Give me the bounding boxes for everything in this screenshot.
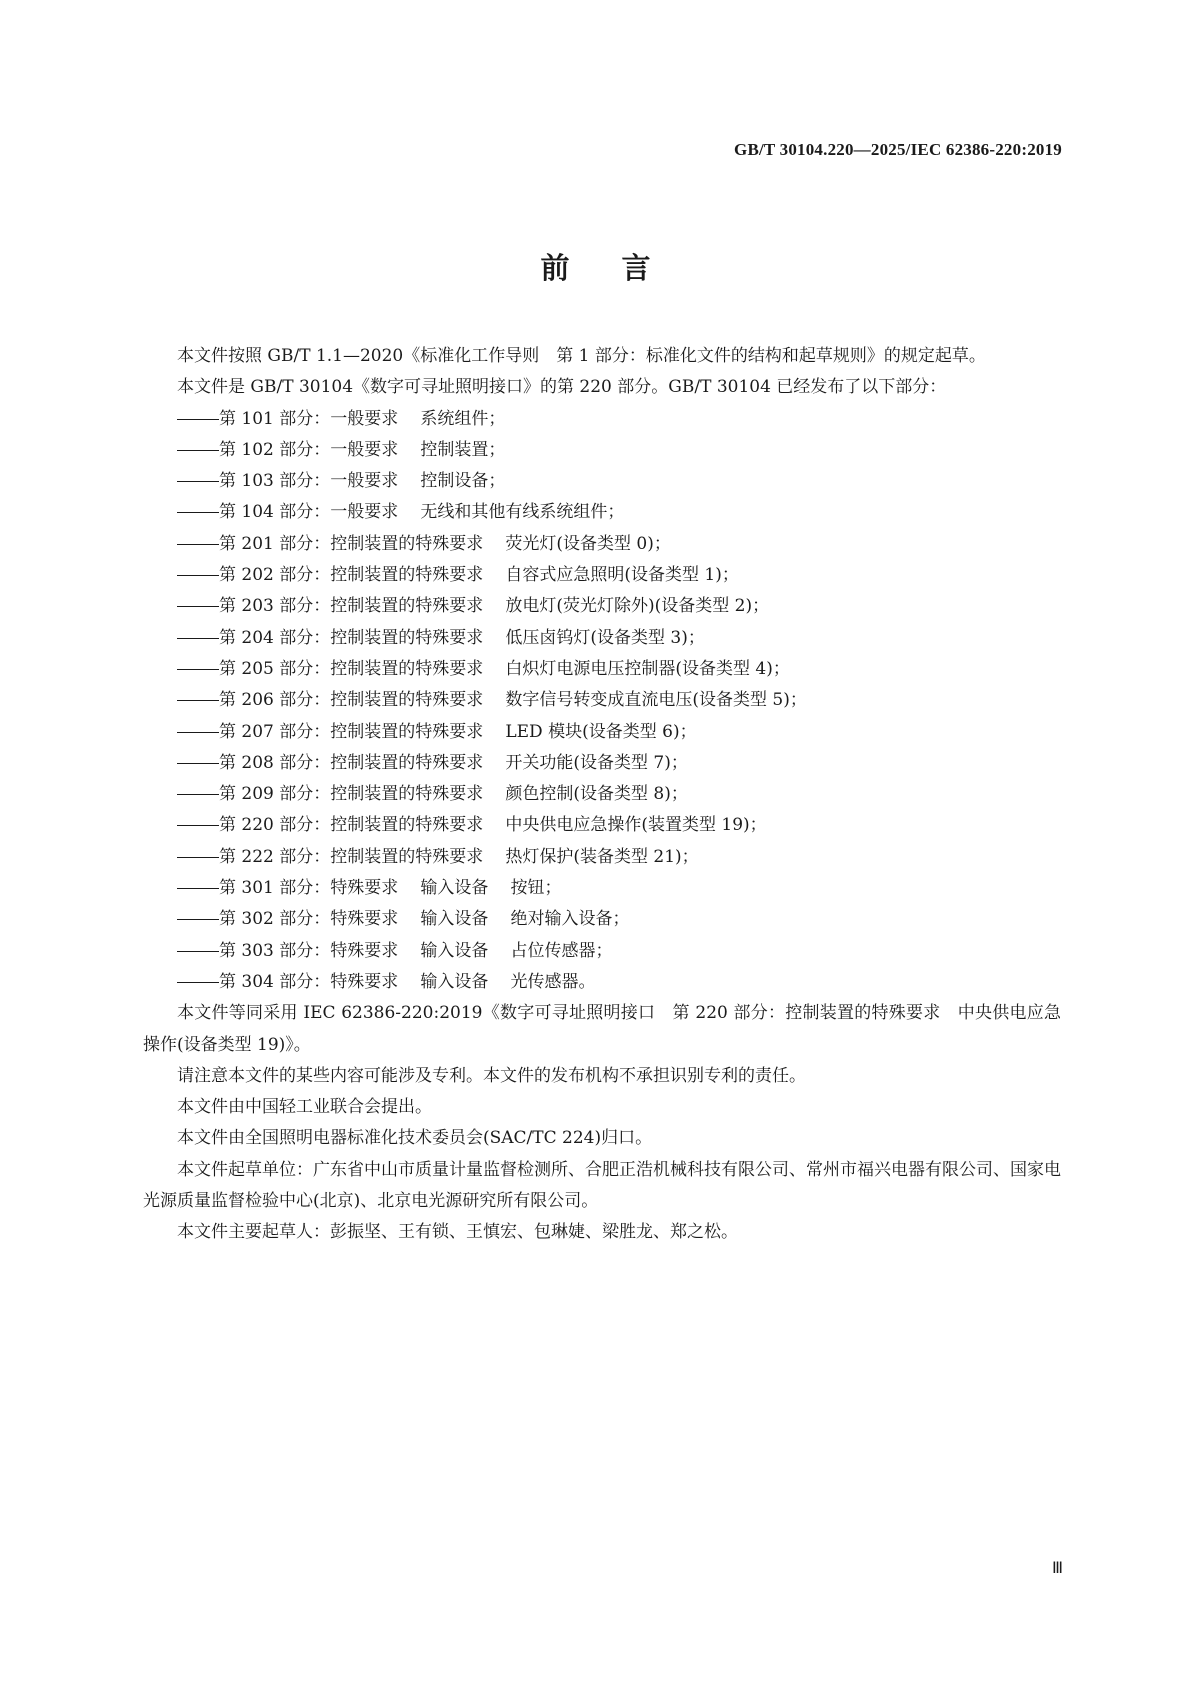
dash-icon [177, 544, 219, 545]
page-title: 前言 [540, 251, 703, 285]
part-suffix: 开关功能(设备类型 7)； [505, 752, 688, 773]
part-prefix: 第 201 部分：控制装置的特殊要求 [219, 533, 484, 554]
part-suffix: 控制设备； [420, 471, 506, 492]
list-item [143, 779, 1061, 810]
list-item [143, 717, 1061, 748]
list-item [143, 466, 1061, 497]
patent-notice: 请注意本文件的某些内容可能涉及专利。本文件的发布机构不承担识别专利的责任。 [177, 1065, 806, 1086]
part-prefix: 第 207 部分：控制装置的特殊要求 [219, 721, 484, 742]
dash-icon [177, 732, 219, 733]
part-suffix: 颜色控制(设备类型 8)； [505, 784, 688, 805]
dash-icon [177, 606, 219, 607]
part-prefix: 第 103 部分：一般要求 [219, 471, 399, 492]
part-suffix: 热灯保护(装备类型 21)； [505, 846, 699, 867]
dash-icon [177, 700, 219, 701]
dash-icon [177, 481, 219, 482]
list-item [143, 842, 1061, 873]
part-prefix: 第 202 部分：控制装置的特殊要求 [219, 565, 484, 586]
drafters-paragraph: 本文件主要起草人：彭振坚、王有锁、王慎宏、包琳婕、梁胜龙、郑之松。 [177, 1222, 738, 1243]
list-item [143, 904, 1061, 935]
list-item [143, 404, 1061, 435]
part-suffix: 绝对输入设备； [510, 909, 630, 930]
part-suffix: 占位传感器； [510, 940, 613, 961]
part-suffix: 控制装置； [420, 439, 506, 460]
list-item [143, 810, 1061, 841]
document-body [143, 341, 1061, 1249]
list-item [143, 685, 1061, 716]
list-item [143, 873, 1061, 904]
dash-icon [177, 857, 219, 858]
dash-icon [177, 575, 219, 576]
part-suffix: 自容式应急照明(设备类型 1)； [505, 565, 739, 586]
part-mid: 输入设备 [420, 940, 489, 961]
part-prefix: 第 104 部分：一般要求 [219, 502, 399, 523]
part-prefix: 第 205 部分：控制装置的特殊要求 [219, 658, 484, 679]
part-prefix: 第 220 部分：控制装置的特殊要求 [219, 815, 484, 836]
dash-icon [177, 512, 219, 513]
part-mid: 输入设备 [420, 878, 489, 899]
dash-icon [177, 794, 219, 795]
proposer-paragraph: 本文件由中国轻工业联合会提出。 [177, 1097, 432, 1118]
list-item [143, 497, 1061, 528]
intro-paragraph-series: 本文件是 GB/T 30104《数字可寻址照明接口》的第 220 部分。GB/T 30104 已经发布了以下部分： [177, 377, 947, 398]
list-item [143, 936, 1061, 967]
dash-icon [177, 888, 219, 889]
list-item [143, 560, 1061, 591]
part-prefix: 第 209 部分：控制装置的特殊要求 [219, 784, 484, 805]
part-prefix: 第 206 部分：控制装置的特殊要求 [219, 690, 484, 711]
dash-icon [177, 825, 219, 826]
part-suffix: 数字信号转变成直流电压(设备类型 5)； [505, 690, 807, 711]
part-prefix: 第 301 部分：特殊要求 [219, 878, 399, 899]
part-suffix: 系统组件； [420, 408, 506, 429]
published-parts-list [143, 404, 1061, 999]
drafting-units-paragraph: 本文件起草单位：广东省中山市质量计量监督检测所、合肥正浩机械科技有限公司、常州市福兴电器有限公司、国家电光源质量监督检验中心(北京)、北京电光源研究所有限公司。 [143, 1159, 1061, 1212]
dash-icon [177, 450, 219, 451]
part-suffix: 光传感器。 [510, 971, 596, 992]
part-suffix: 按钮； [510, 878, 562, 899]
adoption-paragraph: 本文件等同采用 IEC 62386-220:2019《数字可寻址照明接口 第 220 部分：控制装置的特殊要求 中央供电应急操作(设备类型 19)》。 [143, 1003, 1061, 1055]
part-suffix: 中央供电应急操作(装置类型 19)； [505, 815, 767, 836]
part-prefix: 第 303 部分：特殊要求 [219, 940, 399, 961]
dash-icon [177, 763, 219, 764]
part-suffix: 白炽灯电源电压控制器(设备类型 4)； [505, 658, 790, 679]
list-item [143, 623, 1061, 654]
dash-icon [177, 951, 219, 952]
dash-icon [177, 638, 219, 639]
dash-icon [177, 669, 219, 670]
part-suffix: 放电灯(荧光灯除外)(设备类型 2)； [505, 596, 770, 617]
list-item [143, 748, 1061, 779]
part-suffix: 荧光灯(设备类型 0)； [505, 533, 671, 554]
part-prefix: 第 102 部分：一般要求 [219, 439, 399, 460]
dash-icon [177, 419, 219, 420]
part-prefix: 第 302 部分：特殊要求 [219, 909, 399, 930]
dash-icon [177, 982, 219, 983]
part-suffix: 无线和其他有线系统组件； [420, 502, 625, 523]
part-prefix: 第 204 部分：控制装置的特殊要求 [219, 627, 484, 648]
part-suffix: LED 模块(设备类型 6)； [505, 721, 697, 742]
standard-code-header: GB/T 30104.220—2025/IEC 62386-220:2019 [734, 140, 1062, 159]
intro-paragraph-drafting: 本文件按照 GB/T 1.1—2020《标准化工作导则 第 1 部分：标准化文件的结构和起草规则》的规定起草。 [177, 346, 986, 366]
part-mid: 输入设备 [420, 909, 489, 930]
committee-paragraph: 本文件由全国照明电器标准化技术委员会(SAC/TC 224)归口。 [177, 1128, 653, 1149]
part-prefix: 第 222 部分：控制装置的特殊要求 [219, 846, 484, 867]
list-item [143, 591, 1061, 622]
part-prefix: 第 208 部分：控制装置的特殊要求 [219, 752, 484, 773]
part-mid: 输入设备 [420, 971, 489, 992]
part-prefix: 第 101 部分：一般要求 [219, 408, 399, 429]
list-item [143, 967, 1061, 998]
part-prefix: 第 304 部分：特殊要求 [219, 971, 399, 992]
list-item [143, 435, 1061, 466]
part-suffix: 低压卤钨灯(设备类型 3)； [505, 627, 705, 648]
list-item [143, 529, 1061, 560]
dash-icon [177, 919, 219, 920]
page-number: Ⅲ [1051, 1560, 1063, 1577]
part-prefix: 第 203 部分：控制装置的特殊要求 [219, 596, 484, 617]
list-item [143, 654, 1061, 685]
